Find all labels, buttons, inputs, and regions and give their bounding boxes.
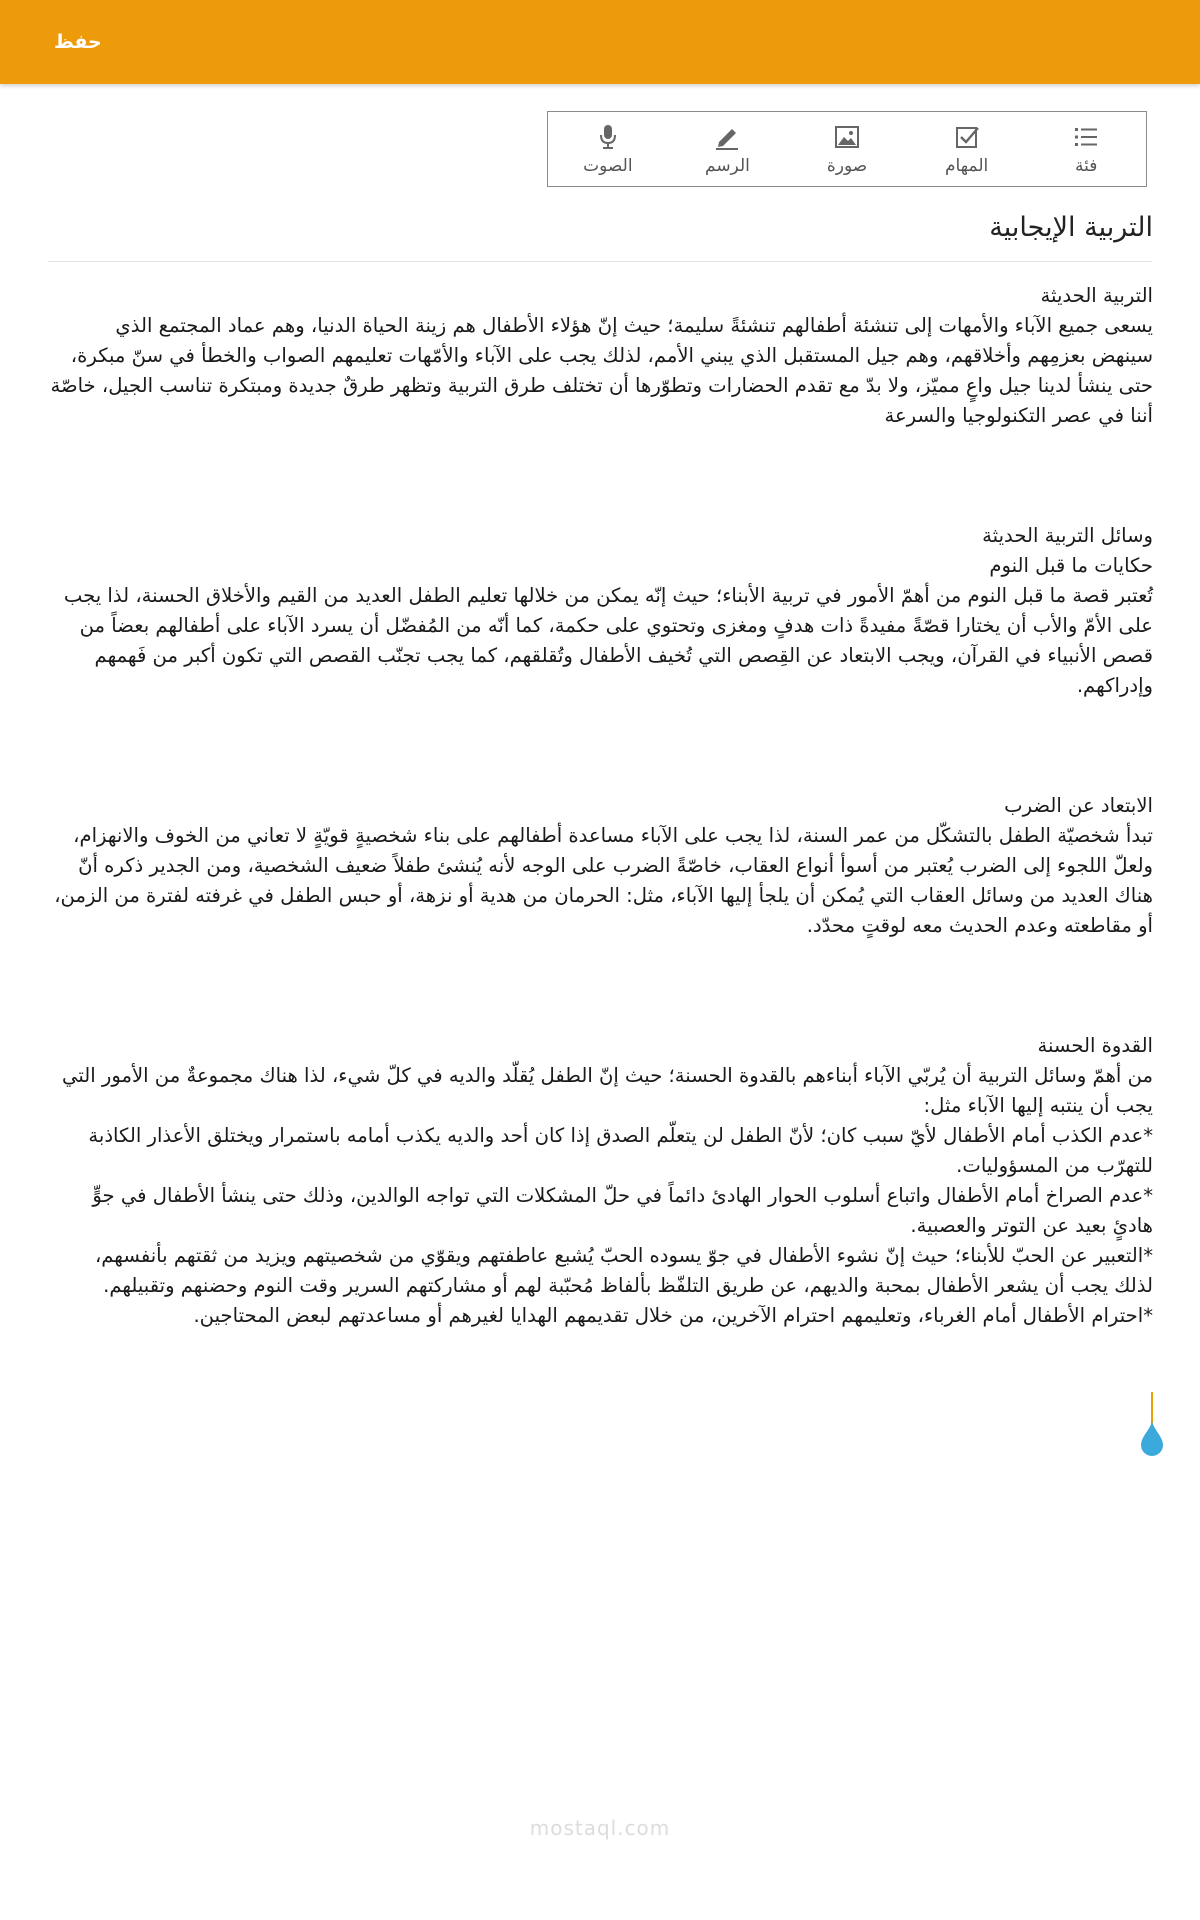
microphone-icon bbox=[593, 122, 623, 152]
tasks-button[interactable] bbox=[907, 112, 1027, 186]
paragraph: يسعى جميع الآباء والأمهات إلى تنشئة أطفالهم تنشئةً سليمة؛ حيث إنّ هؤلاء الأطفال هم زينة الحياة الدنيا، وهم عماد المجتمع الذي سينهض بعزمِهم وأخلاقهم، وهم جيل المستقبل الذي يبني الأمم، لذلك يجب على الآباء والأمّهات تعليمهم الصواب والخطأ في سنّ مبكرة، حتى ينشأ لدينا جيل واعٍ مميّز، ولا بدّ مع تقدم الحضارات وتطوّرها أن تختلف طرق التربية وتظهر طرقٌ جديدة ومبتكرة تناسب الجيل، خاصّة أننا في عصر التكنولوجيا والسرعة bbox=[50, 314, 1153, 427]
blank-space bbox=[50, 941, 1153, 1031]
image-icon bbox=[832, 122, 862, 152]
voice-label: الصوت bbox=[583, 156, 633, 176]
section-subheading: حكايات ما قبل النوم bbox=[989, 554, 1153, 577]
drawing-button[interactable] bbox=[668, 112, 788, 186]
section-heading: الابتعاد عن الضرب bbox=[1004, 794, 1153, 817]
section-heading: وسائل التربية الحديثة bbox=[982, 524, 1153, 547]
checkbox-icon bbox=[952, 122, 982, 152]
section-avoid-hitting bbox=[50, 791, 1153, 941]
note-body[interactable] bbox=[50, 281, 1153, 1331]
blank-space bbox=[50, 431, 1153, 521]
image-button[interactable] bbox=[787, 112, 907, 186]
cursor-handle[interactable] bbox=[1137, 1418, 1167, 1458]
section-modern-parenting bbox=[50, 281, 1153, 431]
list-icon bbox=[1071, 122, 1101, 152]
pencil-icon bbox=[712, 122, 742, 152]
tasks-label: المهام bbox=[944, 156, 989, 176]
note-title[interactable]: التربية الإيجابية bbox=[989, 212, 1153, 243]
paragraph: من أهمّ وسائل التربية أن يُربّي الآباء أبناءهم بالقدوة الحسنة؛ حيث إنّ الطفل يُقلّد والديه في كلّ شيء، لذا هناك مجموعةٌ من الأمور التي يجب أن ينتبه إليها الآباء مثل: bbox=[62, 1064, 1153, 1117]
bullet-item: *عدم الصراخ أمام الأطفال واتباع أسلوب الحوار الهادئ دائماً في حلّ المشكلات التي تواجه الوالدين، وذلك حتى ينشأ الأطفال في جوٍّ هادئٍ بعيد عن التوتر والعصبية. bbox=[92, 1184, 1153, 1237]
category-button[interactable] bbox=[1026, 112, 1146, 186]
blank-space bbox=[50, 701, 1153, 791]
bullet-item: *التعبير عن الحبّ للأبناء؛ حيث إنّ نشوء الأطفال في جوّ يسوده الحبّ يُشبع عاطفتهم ويقوّي من شخصيتهم ويزيد من ثقتهم بأنفسهم، لذلك يجب أن يشعر الأطفال بمحبة والديهم، عن طريق التلفّظ بألفاظ مُحبّبة لهم أو مشاركتهم السرير وقت النوم وحضنهم وتقبيلهم. bbox=[94, 1244, 1153, 1297]
paragraph: تُعتبر قصة ما قبل النوم من أهمّ الأمور في تربية الأبناء؛ حيث إنّه يمكن من خلالها تعليم الطفل العديد من القيم والأخلاق الحسنة، لذا يجب على الأمّ والأب أن يختارا قصّةً مفيدةً ذات هدفٍ ومغزى وتحتوي على حكمة، كما أنّه من المُفضّل أن يسرد الآباء على أطفالهم بعضاً من قصص الأنبياء في القرآن، ويجب الابتعاد عن القِصص التي تُخيف الأطفال وتُقلقهم، كما يجب تجنّب القصص التي تكون أكبر من فَهمهم وإدراكهم. bbox=[63, 584, 1153, 697]
note-toolbar bbox=[547, 111, 1147, 187]
voice-button[interactable] bbox=[548, 112, 668, 186]
bullet-item: *احترام الأطفال أمام الغرباء، وتعليمهم احترام الآخرين، من خلال تقديمهم الهدايا لغيرهم أو مساعدتهم لبعض المحتاجين. bbox=[193, 1304, 1153, 1327]
section-role-model bbox=[50, 1031, 1153, 1331]
section-heading: التربية الحديثة bbox=[1040, 284, 1153, 307]
section-heading: القدوة الحسنة bbox=[1037, 1034, 1153, 1057]
image-label: صورة bbox=[826, 156, 868, 176]
section-bedtime-stories bbox=[50, 521, 1153, 701]
watermark-logo: mostaql.com bbox=[529, 1816, 671, 1840]
bullet-item: *عدم الكذب أمام الأطفال لأيّ سبب كان؛ لأنّ الطفل لن يتعلّم الصدق إذا كان أحد والديه يكذب أمامه باستمرار ويختلق الأعذار الكاذبة للتهرّب من المسؤوليات. bbox=[88, 1124, 1153, 1177]
top-app-bar bbox=[0, 0, 1200, 84]
drawing-label: الرسم bbox=[705, 156, 750, 176]
category-label: فئة bbox=[1075, 156, 1098, 176]
paragraph: تبدأ شخصيّة الطفل بالتشكّل من عمر السنة، لذا يجب على الآباء مساعدة أطفالهم على بناء شخصيةٍ قويّةٍ لا تعاني من الخوف والانهزام، ولعلّ اللجوء إلى الضرب يُعتبر من أسوأ أنواع العقاب، خاصّةً الضرب على الوجه لأنه يُنشئ طفلاً ضعيف الشخصية، ومن الجدير ذكره أنّ هناك العديد من وسائل العقاب التي يُمكن أن يلجأ إليها الآباء، مثل: الحرمان من هدية أو نزهة، أو حبس الطفل في غرفته لفترة من الزمن، أو مقاطعته وعدم الحديث معه لوقتٍ محدّد. bbox=[54, 824, 1153, 937]
save-button[interactable]: حفظ bbox=[40, 22, 116, 62]
title-divider bbox=[48, 261, 1152, 262]
